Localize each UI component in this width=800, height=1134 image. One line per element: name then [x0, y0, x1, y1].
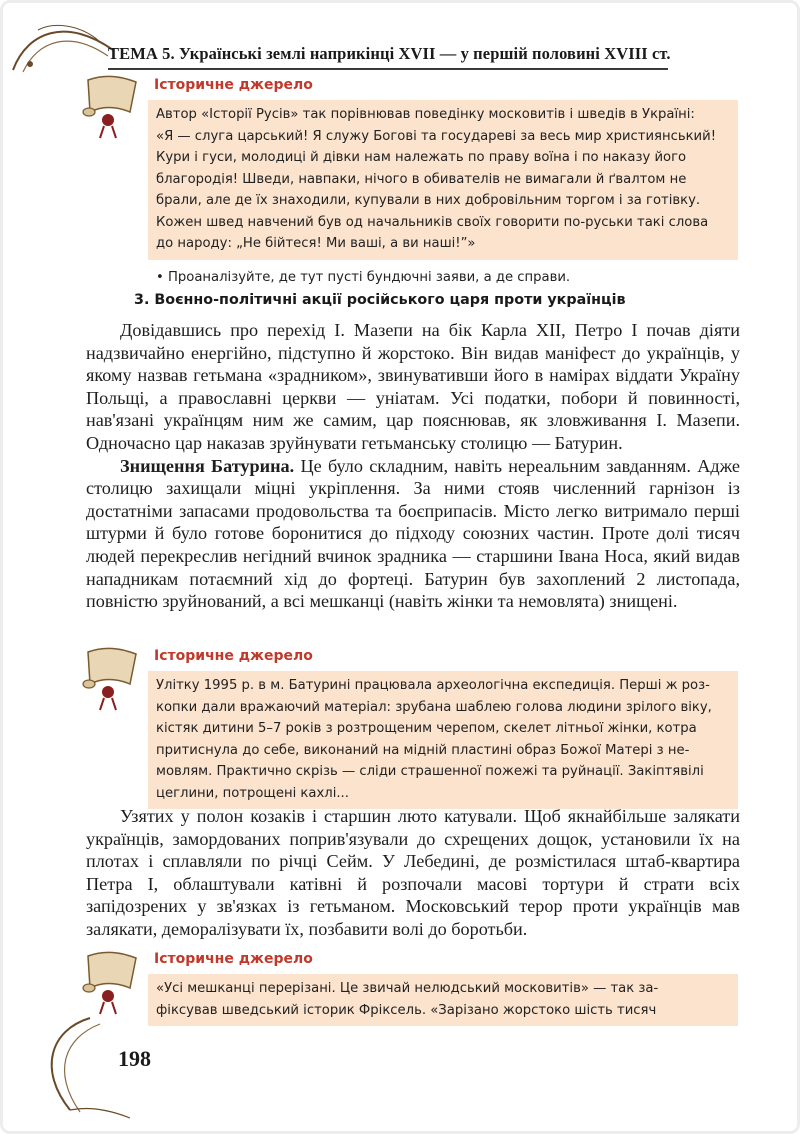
paragraph: Узятих у полон козаків і старшин люто катували. Щоб якнайбільше залякати українців, замордованих поприв'язували до схрещених дощок, установили їх на плотах і сплавляли по річці Сейм. У Лебедині, де розмістилася штаб-квартира Петра І, облаштували катівні й розпочали масові тортури й страти всіх запідозрених у зв'язках із гетьманом. Московський терор проти українців мав залякати, деморалізувати їх, позбавити волі до боротьби. [86, 806, 740, 939]
source-line: Автор «Історії Русів» так порівнював поведінку московитів і шведів в Україні: [156, 107, 695, 122]
source-body [148, 671, 738, 809]
scroll-icon [80, 644, 142, 714]
scroll-icon [80, 948, 142, 1018]
source-line: притиснула до себе, виконаний на мідній пластині образ Божої Матері з не- [156, 742, 690, 758]
source-line: «Усі мешканці перерізані. Це звичай нелюдський московитів» — так за- [156, 981, 659, 996]
page-number: 198 [118, 1046, 151, 1071]
task-bullet: • Проаналізуйте, де тут пусті бундючні заяви, а де справи. [156, 270, 571, 285]
source-line: цеглини, потрощені кахлі... [156, 785, 349, 801]
source-line: Кури і гуси, молодиці й дівки нам належать по праву воїна і по наказу його [156, 150, 687, 165]
source-box-1 [148, 74, 738, 285]
source-title: Історичне джерело [154, 648, 313, 664]
running-header: ТЕМА 5. Українські землі наприкінці XVII — у першій половині XVIII ст. [108, 44, 671, 63]
section-title: 3. Воєнно-політичні акції російського царя проти українців [134, 292, 626, 308]
source-body [148, 974, 738, 1026]
source-line: кістяк дитини 5–7 років з розтрощеним черепом, скелет літньої жінки, котра [156, 721, 697, 736]
header-rule [108, 68, 668, 70]
source-body [148, 100, 738, 260]
source-box-2 [148, 645, 738, 809]
paragraph [86, 455, 740, 613]
source-line: благородія! Шведи, навпаки, нічого в обивателів не вимагали й ґвалтом не [156, 171, 687, 187]
main-text-block [86, 805, 740, 941]
scroll-icon [80, 72, 142, 142]
source-line: до народу: „Не бійтеся! Ми ваші, а ви наші!”» [156, 236, 476, 251]
source-line: Улітку 1995 р. в м. Батурині працювала археологічна експедиція. Перші ж роз- [156, 678, 710, 693]
source-box-3 [148, 948, 738, 1026]
source-line: копки дали вражаючий матеріал: зрубана шаблею голова людини зрілого віку, [156, 699, 712, 715]
source-line: фіксував шведський історик Фріксель. «Зарізано жорстоко шість тисяч [156, 1002, 657, 1018]
paragraph: Довідавшись про перехід І. Мазепи на бік Карла XII, Петро І почав діяти надзвичайно енергійно, підступно й жорстоко. Він видав маніфест до українців, у якому назвав гетьмана «зрадником», звинувативши його в намірах віддати Україну Польщі, а православні церкви — уніатам. Усі податки, побори й повинності, нав'язані українцям ним же самим, цар пояснював, як зловживання І. Мазепи. Одночасно цар наказав зруйнувати гетьманську столицю — Батурин. [86, 320, 740, 453]
source-line: «Я — слуга царський! Я служу Богові та государеві за весь мир християнський! [156, 128, 716, 144]
paragraph-lead: Знищення Батурина. [120, 455, 295, 476]
source-title: Історичне джерело [154, 77, 313, 93]
source-line: мовлям. Практично скрізь — сліди страшенної пожежі та руйнації. Закіптявілі [156, 764, 704, 779]
source-line: Кожен швед навчений був од начальників своїх говорити по-руськи такі слова [156, 214, 709, 230]
main-text-block [86, 319, 740, 613]
source-title: Історичне джерело [154, 951, 313, 967]
source-line: брали, але де їх знаходили, купували в них добровільним торгом і за готівку. [156, 193, 701, 208]
paragraph-text: Це було складним, навіть нереальним завданням. Адже столицю захищали міцні укріплення. За ними стояв численний гарнізон із достатніми запасами продовольства та боєприпасів. Місто легко витримало перші штурми й було готове боронитися до підходу союзних частин. Проте долі тисяч людей перекреслив негідний вчинок зрадника — старшини Івана Носа, який видав нападникам потаємний хід до фортеці. Батурин був захоплений 2 листопада, повністю зруйнований, а всі мешканці (навіть жінки та немовлята) знищені. [86, 455, 740, 612]
flourish-ornament-icon [8, 10, 118, 80]
